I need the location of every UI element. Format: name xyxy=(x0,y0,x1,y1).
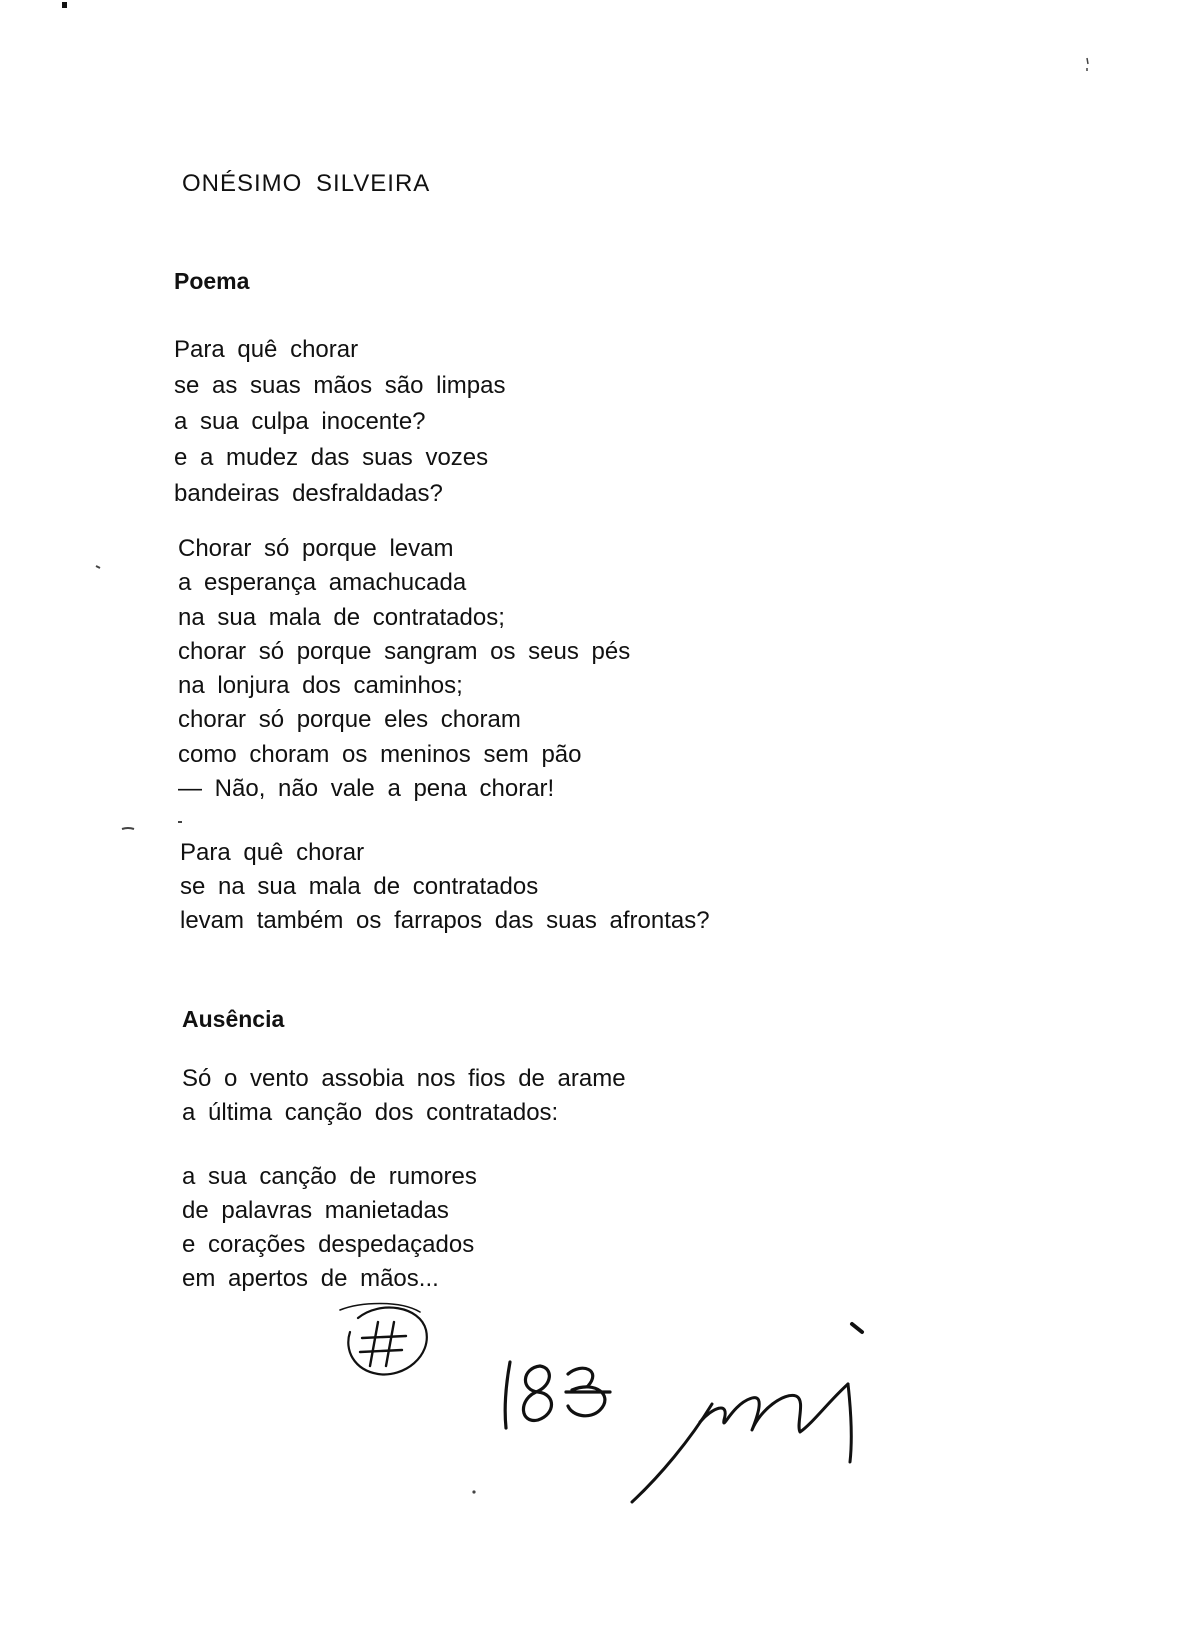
poem-line: se na sua mala de contratados xyxy=(180,873,539,900)
circled-hash-stamp xyxy=(340,1304,427,1375)
poem-line: — Não, não vale a pena chorar! xyxy=(178,775,555,803)
poem-line: se as suas mãos são limpas xyxy=(174,372,506,399)
speck-mark xyxy=(122,828,134,829)
poem-stanza xyxy=(182,1160,477,1296)
poem-line: chorar só porque eles choram xyxy=(178,706,521,734)
poem-line: a sua culpa inocente? xyxy=(174,408,426,435)
speck-mark xyxy=(1087,58,1088,71)
poem-title-ausencia: Ausência xyxy=(182,1006,285,1032)
poem-line: de palavras manietadas xyxy=(182,1197,449,1224)
poem-title-poema: Poema xyxy=(174,268,250,294)
poem-stanza xyxy=(182,1062,626,1130)
handwritten-initials xyxy=(632,1324,862,1502)
poem-line: Chorar só porque levam xyxy=(178,535,454,562)
poem-line: a sua canção de rumores xyxy=(182,1163,477,1190)
poem-line: como choram os meninos sem pão xyxy=(178,740,582,768)
speck-mark xyxy=(62,2,67,8)
page-number-handwritten xyxy=(505,1362,610,1428)
poem-line: Para quê chorar xyxy=(174,336,359,363)
poem-line: e corações despedaçados xyxy=(182,1231,475,1258)
poem-line: na sua mala de contratados; xyxy=(178,603,505,631)
poem-stanza xyxy=(174,332,505,512)
poem-line: bandeiras desfraldadas? xyxy=(174,480,443,507)
poem-line: na lonjura dos caminhos; xyxy=(178,672,463,700)
poem-line: em apertos de mãos... xyxy=(182,1265,439,1292)
speck-mark xyxy=(96,566,100,568)
poem-line: chorar só porque sangram os seus pés xyxy=(178,637,631,665)
poem-line: e a mudez das suas vozes xyxy=(174,444,489,471)
poem-line: levam também os farrapos das suas afrontas? xyxy=(180,907,710,934)
poem-line: a última canção dos contratados: xyxy=(182,1099,559,1126)
poem-stanza xyxy=(180,836,710,938)
author-name: ONÉSIMO SILVEIRA xyxy=(182,170,431,197)
poem-stanza xyxy=(178,532,630,806)
poem-line: Só o vento assobia nos fios de arame xyxy=(182,1065,626,1092)
poem-line: a esperança amachucada xyxy=(178,569,467,597)
poem-line: Para quê chorar xyxy=(180,839,365,866)
speck-mark xyxy=(472,1490,475,1493)
